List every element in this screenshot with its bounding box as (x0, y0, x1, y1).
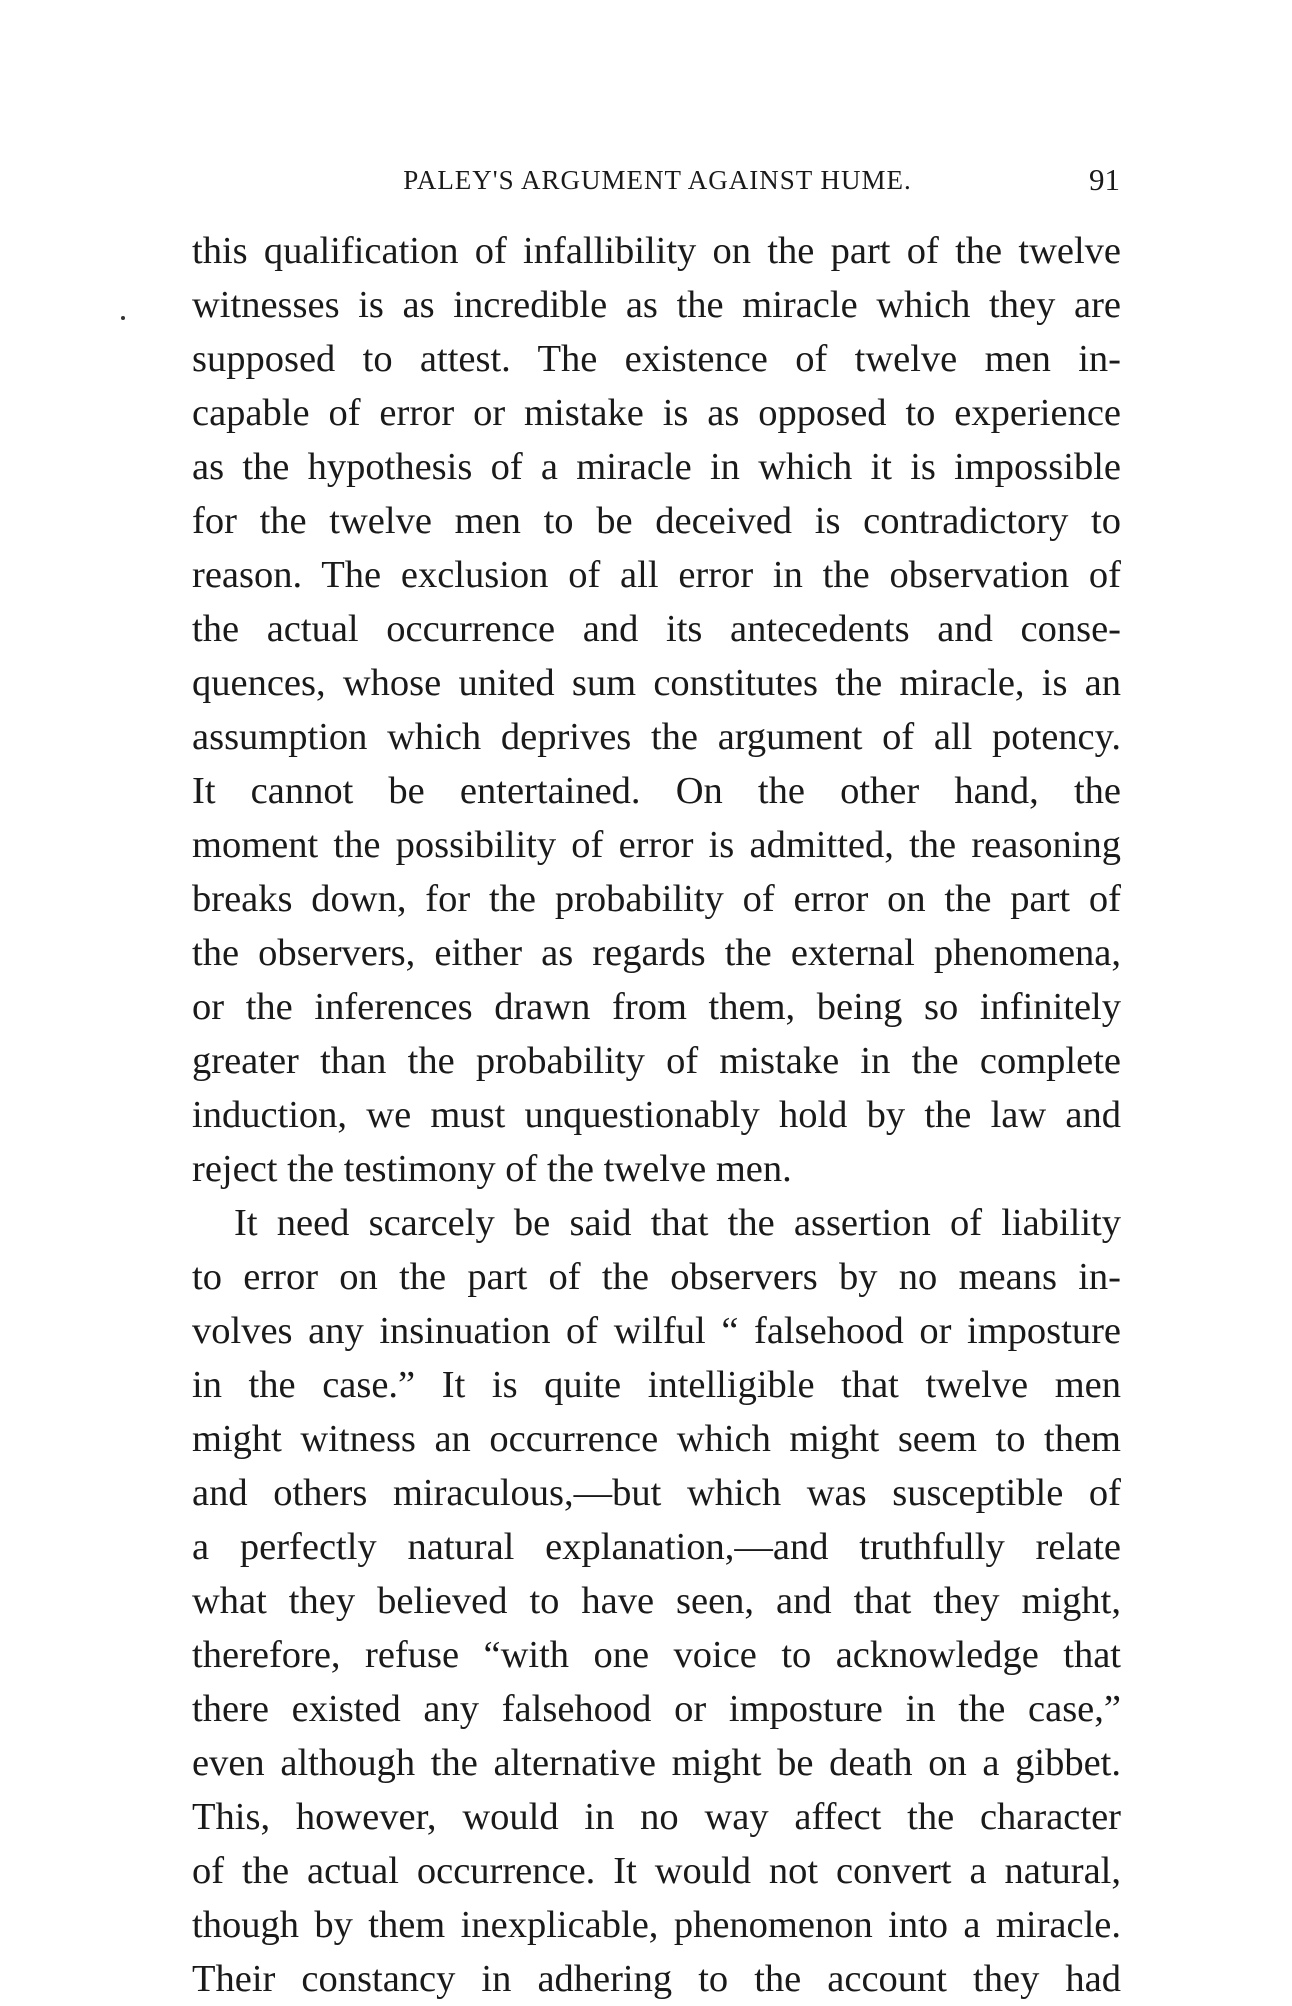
text-line: in the case.” It is quite intelligible that twelve men (192, 1364, 1121, 1406)
paragraph (192, 224, 1121, 1196)
page-number: 91 (1089, 162, 1120, 197)
text-line: assumption which deprives the argument of all potency. (192, 716, 1121, 758)
text-line: even although the alternative might be death on a gibbet. (192, 1742, 1121, 1784)
text-line: moment the possibility of error is admitted, the reasoning (192, 824, 1121, 866)
text-line: though by them inexplicable, phenomenon into a miracle. (192, 1904, 1121, 1946)
text-line: quences, whose united sum constitutes the miracle, is an (192, 662, 1121, 704)
text-line: a perfectly natural explanation,—and truthfully relate (192, 1526, 1121, 1568)
text-line: what they believed to have seen, and that they might, (192, 1580, 1121, 1622)
text-line: the actual occurrence and its antecedents and conse- (192, 608, 1121, 650)
text-line: supposed to attest. The existence of twelve men in- (192, 338, 1121, 380)
text-line: of the actual occurrence. It would not convert a natural, (192, 1850, 1121, 1892)
text-line: therefore, refuse “with one voice to acknowledge that (192, 1634, 1121, 1676)
text-line: It need scarcely be said that the assertion of liability (234, 1202, 1121, 1244)
text-line: to error on the part of the observers by no means in- (192, 1256, 1121, 1298)
text-line: and others miraculous,—but which was susceptible of (192, 1472, 1121, 1514)
text-line: this qualification of infallibility on the part of the twelve (192, 230, 1121, 272)
text-line: induction, we must unquestionably hold by the law and (192, 1094, 1121, 1136)
text-line: or the inferences drawn from them, being so infinitely (192, 986, 1121, 1028)
text-line: the observers, either as regards the external phenomena, (192, 932, 1121, 974)
text-line: reject the testimony of the twelve men. (192, 1148, 792, 1190)
text-line: there existed any falsehood or imposture in the case,” (192, 1688, 1121, 1730)
text-line: breaks down, for the probability of error on the part of (192, 878, 1121, 920)
text-line: as the hypothesis of a miracle in which it is impossible (192, 446, 1121, 488)
text-line: might witness an occurrence which might seem to them (192, 1418, 1121, 1460)
text-line: capable of error or mistake is as opposed to experience (192, 392, 1121, 434)
text-line: It cannot be entertained. On the other hand, the (192, 770, 1121, 812)
text-line: volves any insinuation of wilful “ falsehood or imposture (192, 1310, 1121, 1352)
paragraph (192, 1196, 1121, 2006)
text-line: for the twelve men to be deceived is contradictory to (192, 500, 1121, 542)
page-header (195, 158, 1120, 202)
body-text (192, 224, 1121, 2006)
text-line: This, however, would in no way affect the character (192, 1796, 1121, 1838)
stray-ink-dot (121, 316, 125, 320)
running-title: PALEY'S ARGUMENT AGAINST HUME. (403, 165, 912, 195)
text-line: reason. The exclusion of all error in the observation of (192, 554, 1121, 596)
text-line: witnesses is as incredible as the miracle which they are (192, 284, 1121, 326)
text-line: Their constancy in adhering to the account they had (192, 1958, 1121, 2000)
text-line: greater than the probability of mistake in the complete (192, 1040, 1121, 1082)
